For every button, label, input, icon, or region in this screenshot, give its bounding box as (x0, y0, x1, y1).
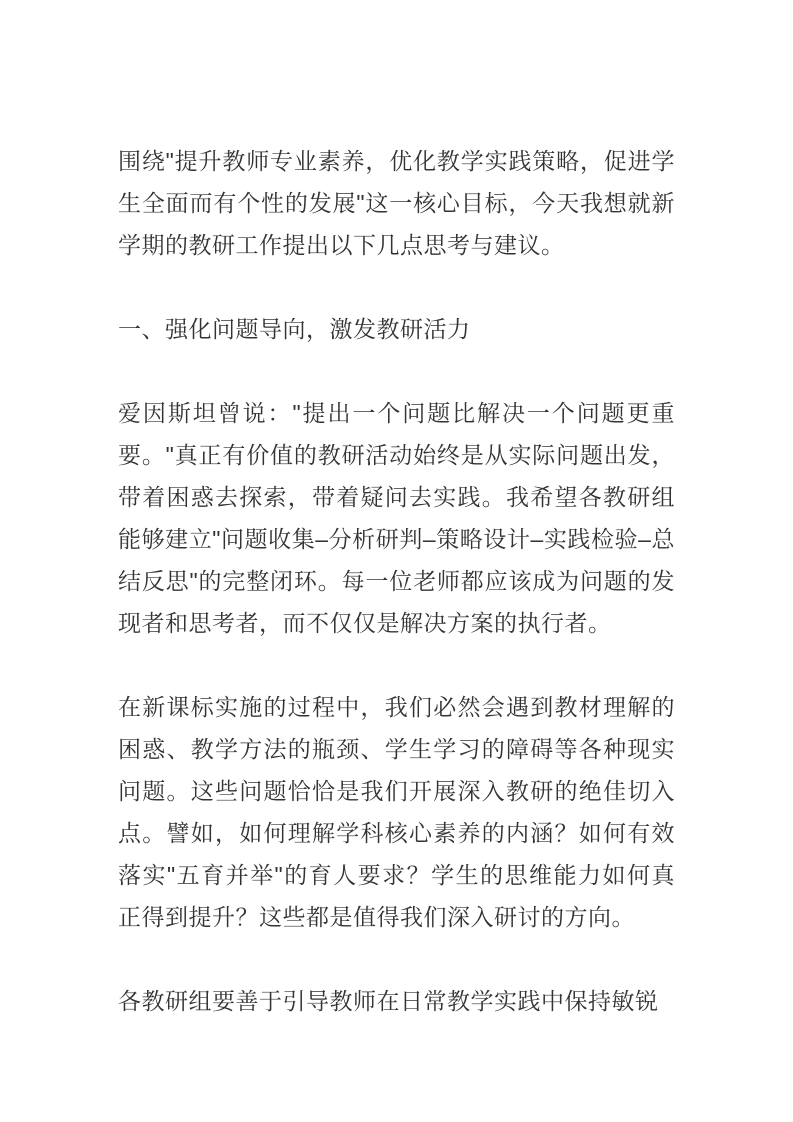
section-heading-1: 一、强化问题导向，激发教研活力 (118, 316, 471, 342)
paragraph-intro: 围绕"提升教师专业素养，优化教学实践策略，促进学生全面而有个性的发展"这一核心目标，今天我想就新学期的教研工作提出以下几点思考与建议。 (118, 148, 675, 258)
paragraph-new-curriculum: 在新课标实施的过程中，我们必然会遇到教材理解的困惑、教学方法的瓶颈、学生学习的障碍等各种现实问题。这些问题恰恰是我们开展深入教研的绝佳切入点。譬如，如何理解学科核心素养的内涵？如何有效落实"五育并举"的育人要求？学生的思维能力如何真正得到提升？这些都是值得我们深入研讨的方向。 (118, 694, 675, 930)
paragraph-einstein-quote: 爱因斯坦曾说："提出一个问题比解决一个问题更重要。"真正有价值的教研活动始终是从实际问题出发，带着困惑去探索，带着疑问去实践。我希望各教研组能够建立"问题收集–分析研判–策略设计–实践检验–总结反思"的完整闭环。每一位老师都应该成为问题的发现者和思考者，而不仅仅是解决方案的执行者。 (118, 400, 675, 636)
paragraph-teaching-groups-partial: 各教研组要善于引导教师在日常教学实践中保持敏锐 (118, 988, 659, 1014)
